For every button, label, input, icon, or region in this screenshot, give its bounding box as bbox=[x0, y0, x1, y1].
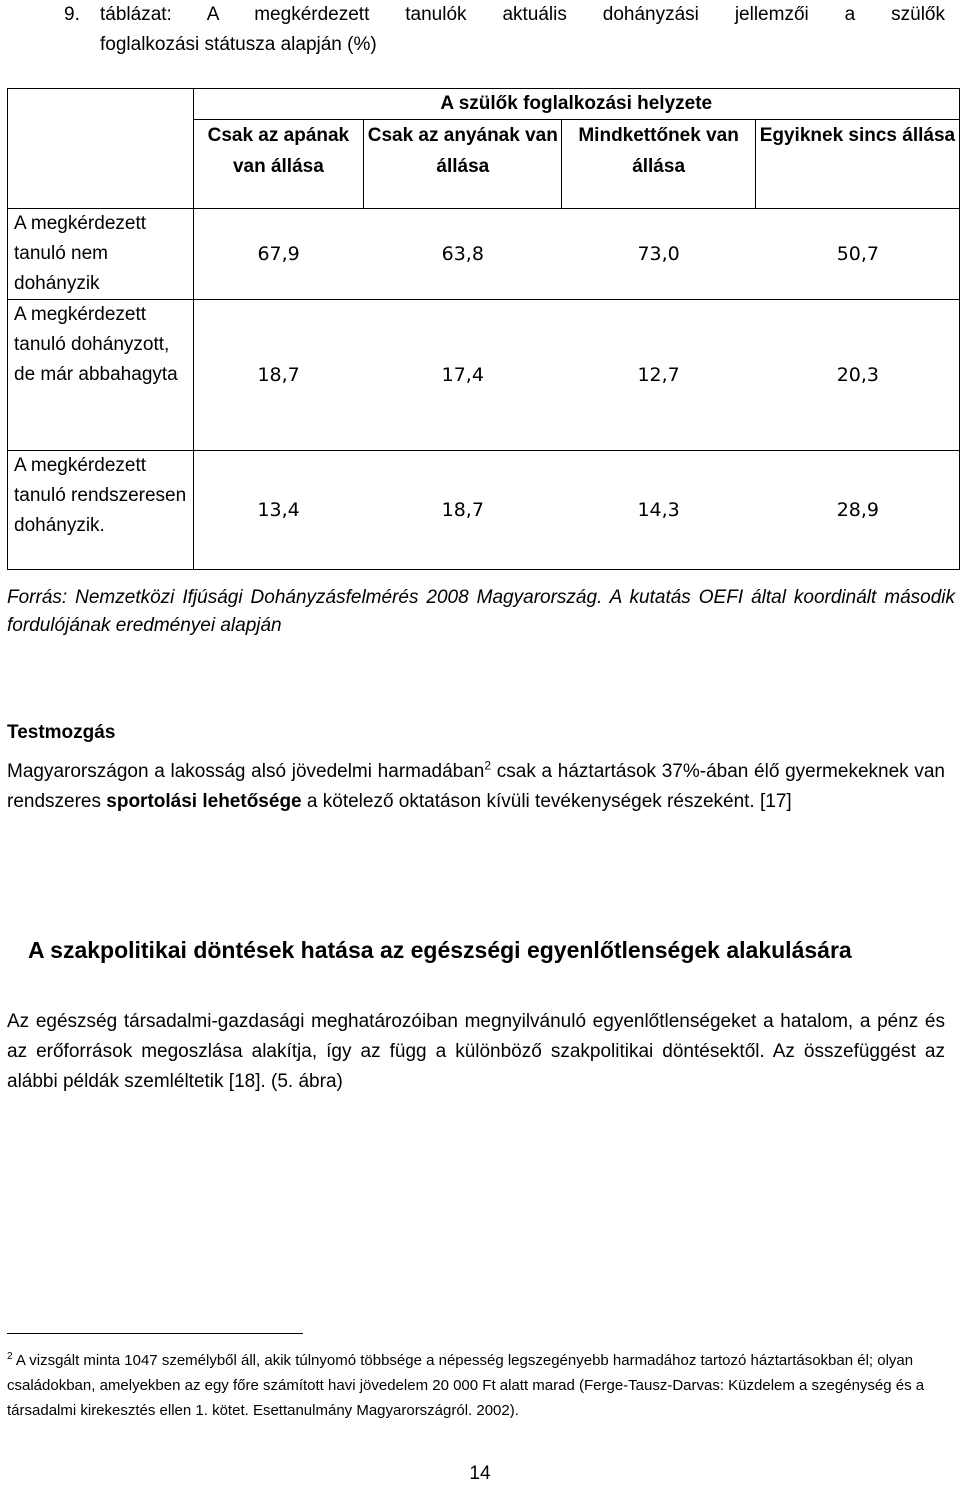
col-header-father: Csak az apának van állása bbox=[193, 120, 364, 209]
paragraph-policy: Az egészség társadalmi-gazdasági meghatározóiban megnyilvánuló egyenlőtlenségeket a hatalom, a pénz és az erőforrások megoszlása alakítja, így az függ a különböző szakpolitikai döntésektől. Az összefüggést az alábbi példák szemléltetik [18]. (5. ábra) bbox=[7, 1011, 945, 1092]
col-header-mother: Csak az anyának van állása bbox=[364, 120, 562, 209]
table-cell: 63,8 bbox=[364, 209, 562, 300]
col-header-both: Mindkettőnek van állása bbox=[562, 120, 755, 209]
paragraph-text: Magyarországon a lakosság alsó jövedelmi harmadában bbox=[7, 761, 485, 782]
paragraph-text: csak a háztartások 37%-ában élő gyermekeknek van rendszeres bbox=[7, 761, 945, 812]
emphasis-text: sportolási lehetősége bbox=[106, 791, 302, 812]
paragraph-testmozgas bbox=[7, 757, 945, 817]
row-label: A megkérdezett tanuló nem dohányzik bbox=[8, 209, 194, 300]
section-heading-policy: A szakpolitikai döntések hatása az egészségi egyenlőtlenségek alakulására bbox=[28, 937, 852, 963]
section-heading-testmozgas: Testmozgás bbox=[7, 722, 116, 743]
table-cell: 67,9 bbox=[193, 209, 364, 300]
table-cell: 28,9 bbox=[755, 451, 959, 570]
table-cell: 18,7 bbox=[364, 451, 562, 570]
table-corner-cell bbox=[8, 89, 194, 209]
row-label: A megkérdezett tanuló rendszeresen dohányzik. bbox=[8, 451, 194, 570]
footnote-separator bbox=[7, 1333, 303, 1334]
table-source-note: Forrás: Nemzetközi Ifjúsági Dohányzásfelmérés 2008 Magyarország. A kutatás OEFI által koordinált második fordulójának eredményei alapján bbox=[7, 587, 955, 636]
table-cell: 50,7 bbox=[755, 209, 959, 300]
table-cell: 20,3 bbox=[755, 300, 959, 451]
page-number: 14 bbox=[469, 1463, 491, 1484]
footnote-reference[interactable]: 2 bbox=[484, 758, 492, 773]
caption-line-2: foglalkozási státusza alapján (%) bbox=[100, 34, 377, 55]
row-label: A megkérdezett tanuló dohányzott, de már abbahagyta bbox=[8, 300, 194, 451]
footnote-text: A vizsgált minta 1047 személyből áll, akik túlnyomó többsége a népesség legszegényebb harmadához tartozó háztartásokban él; olyan családokban, amelyekben az egy főre számított havi jövedelem 20 000 Ft alatt marad (Ferge-Tausz-Darvas: Küzdelem a szegénység és a társadalmi kirekesztés ellen 1. kötet. Esettanulmány Magyarországról. 2002). bbox=[7, 1352, 925, 1419]
footnote-mark: 2 bbox=[7, 1351, 13, 1362]
table-cell: 17,4 bbox=[364, 300, 562, 451]
caption-line-1: táblázat: A megkérdezett tanulók aktuális dohányzási jellemzői a szülők bbox=[100, 4, 945, 25]
table-row bbox=[8, 209, 960, 300]
smoking-status-table bbox=[7, 88, 960, 570]
footnote bbox=[7, 1348, 945, 1423]
paragraph-text: a kötelező oktatáson kívüli tevékenységek részeként. [17] bbox=[301, 791, 792, 812]
table-cell: 14,3 bbox=[562, 451, 755, 570]
table-cell: 12,7 bbox=[562, 300, 755, 451]
table-row bbox=[8, 451, 960, 570]
table-cell: 13,4 bbox=[193, 451, 364, 570]
caption-number: 9. bbox=[64, 4, 80, 25]
table-group-header: A szülők foglalkozási helyzete bbox=[193, 89, 959, 120]
col-header-neither: Egyiknek sincs állása bbox=[755, 120, 959, 209]
table-cell: 18,7 bbox=[193, 300, 364, 451]
table-row bbox=[8, 300, 960, 451]
table-cell: 73,0 bbox=[562, 209, 755, 300]
